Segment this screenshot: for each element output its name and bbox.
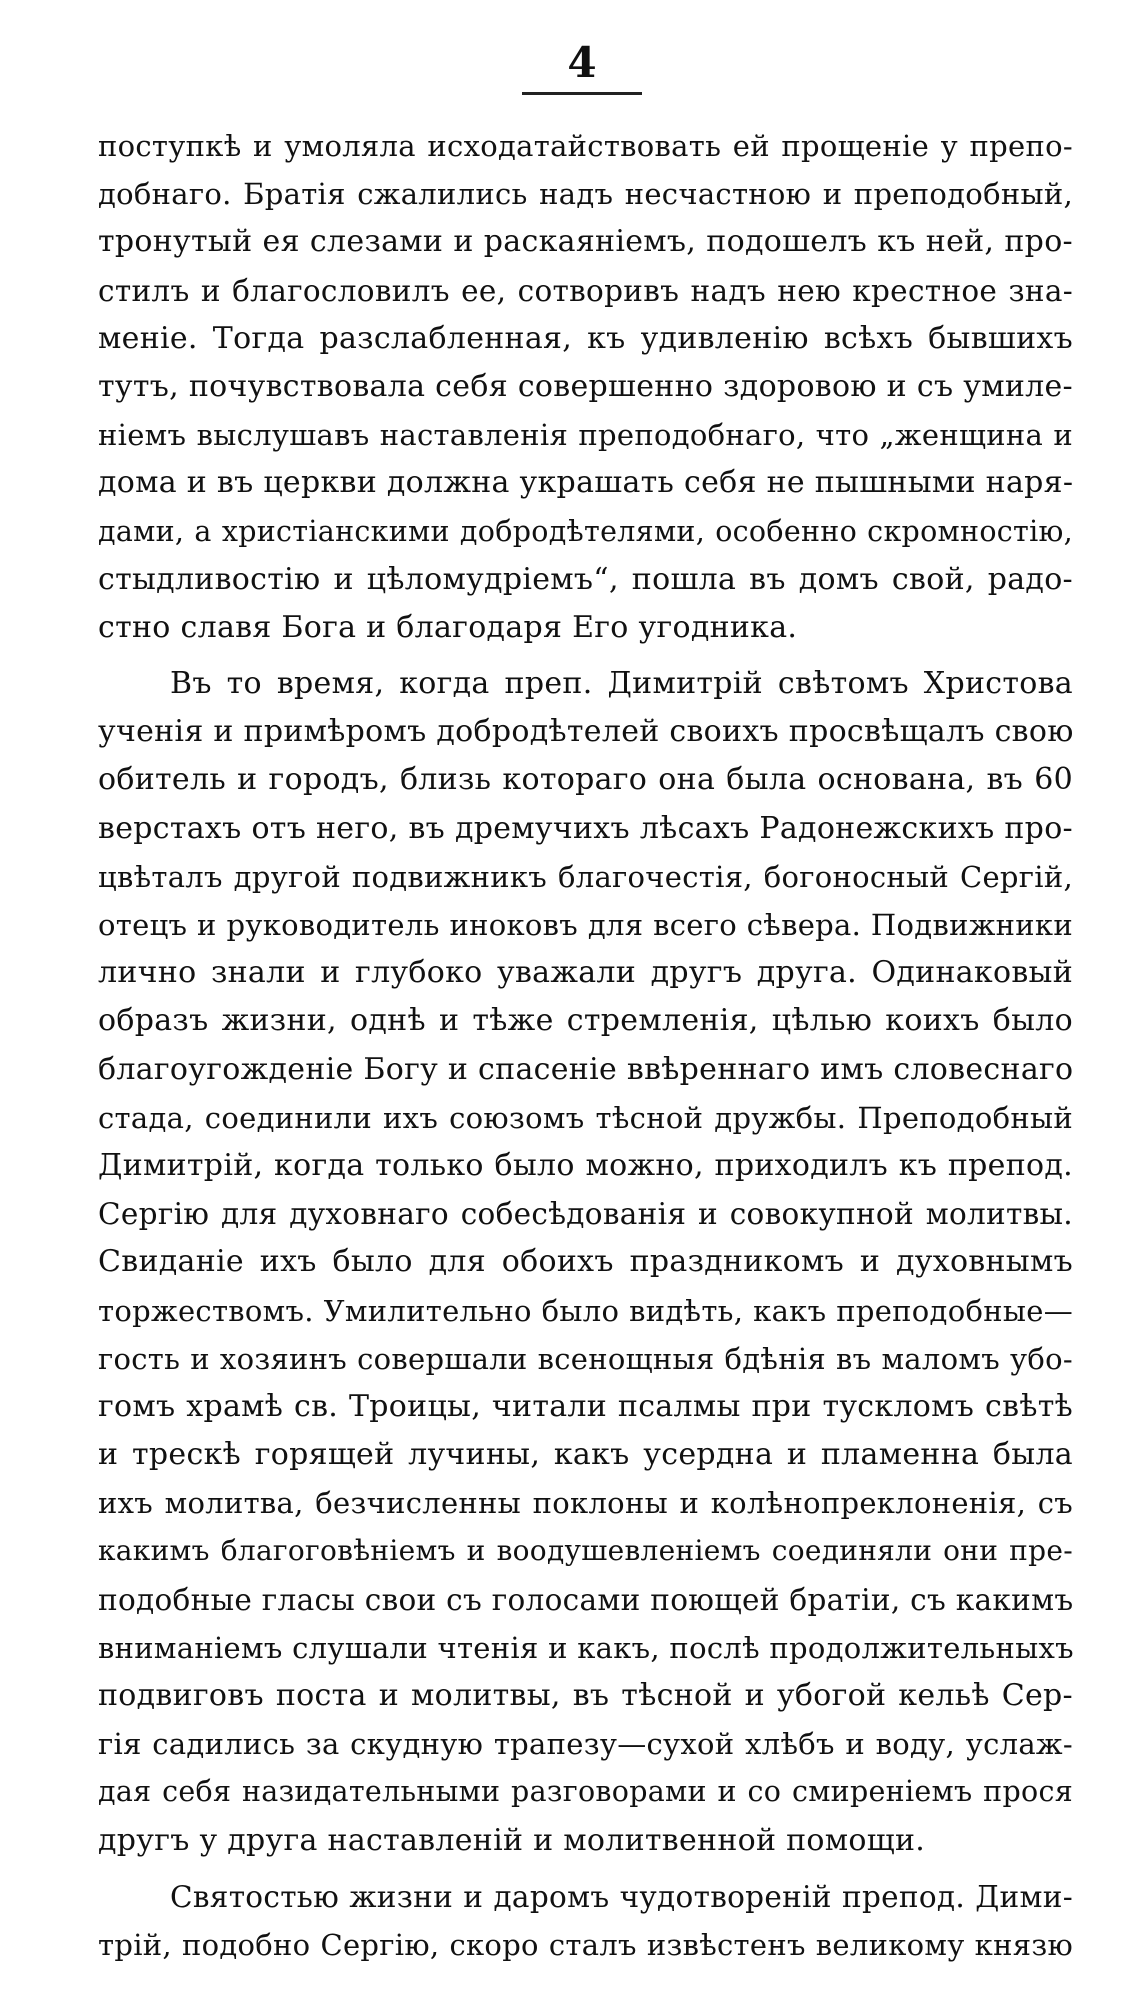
text-line: трій, подобно Сергію, скоро сталъ извѣстенъ великому князю bbox=[98, 1927, 1073, 1962]
paragraph-2 bbox=[98, 660, 1073, 1865]
text-line: обитель и городъ, близь котораго она была основана, въ 60 bbox=[98, 762, 1073, 798]
text-line: и трескѣ горящей лучины, какъ усердна и пламенна была bbox=[98, 1437, 1073, 1473]
paragraph-3 bbox=[98, 1873, 1073, 1969]
text-line: подвиговъ поста и молитвы, въ тѣсной и убогой кельѣ Сер- bbox=[98, 1678, 1073, 1713]
text-line: ніемъ выслушавъ наставленія преподобнаго, что „женщина и bbox=[98, 418, 1073, 453]
paragraph-gap bbox=[98, 1865, 1073, 1873]
page-number: 4 bbox=[567, 38, 597, 87]
text-line: Свиданіе ихъ было для обоихъ праздникомъ и духовнымъ bbox=[98, 1244, 1073, 1280]
text-line: тронутый ея слезами и раскаяніемъ, подошелъ къ ней, про- bbox=[98, 224, 1073, 260]
text-line: ученія и примѣромъ добродѣтелей своихъ просвѣщалъ свою bbox=[98, 714, 1074, 750]
text-line: какимъ благоговѣніемъ и воодушевленіемъ соединяли они пре- bbox=[98, 1534, 1073, 1568]
text-line: ихъ молитва, безчисленны поклоны и колѣнопреклоненія, съ bbox=[98, 1486, 1073, 1521]
text-line: подобные гласы свои съ голосами поющей братіи, съ какимъ bbox=[98, 1582, 1074, 1617]
text-line: дома и въ церкви должна украшать себя не пышными наря- bbox=[98, 465, 1074, 501]
text-line: верстахъ отъ него, въ дремучихъ лѣсахъ Радонежскихъ про- bbox=[98, 810, 1073, 846]
text-line: благоугожденіе Богу и спасеніе ввѣреннаго имъ словеснаго bbox=[98, 1051, 1074, 1087]
text-line: цвѣталъ другой подвижникъ благочестія, богоносный Сергій, bbox=[98, 859, 1073, 894]
text-line: тутъ, почувствовала себя совершенно здоровою и съ умиле- bbox=[98, 368, 1073, 404]
text-line: гость и хозяинъ совершали всенощныя бдѣнія въ маломъ убо- bbox=[98, 1341, 1073, 1376]
text-line: торжествомъ. Умилительно было видѣть, какъ преподобные— bbox=[98, 1293, 1073, 1328]
paragraph-1 bbox=[98, 122, 1073, 652]
text-line: лично знали и глубоко уважали другъ друга. Одинаковый bbox=[98, 955, 1073, 991]
text-line: другъ у друга наставленій и молитвенной помощи. bbox=[98, 1822, 926, 1858]
paragraph-gap bbox=[98, 652, 1073, 660]
text-line: Святостью жизни и даромъ чудотвореній препод. Дими- bbox=[170, 1879, 1073, 1914]
text-line: образъ жизни, однѣ и тѣже стремленія, цѣлью коихъ было bbox=[98, 1003, 1073, 1039]
text-line: добнаго. Братія сжалились надъ несчастною и преподобный, bbox=[98, 177, 1073, 212]
text-line: Сергію для духовнаго собесѣдованія и совокупной молитвы. bbox=[98, 1197, 1073, 1232]
text-line: вниманіемъ слушали чтенія и какъ, послѣ продолжительныхъ bbox=[98, 1630, 1074, 1665]
text-line: Димитрій, когда только было можно, приходилъ къ препод. bbox=[98, 1147, 1073, 1183]
text-line: стыдливостію и цѣломудріемъ“, пошла въ домъ свой, радо- bbox=[98, 561, 1073, 597]
text-line: поступкѣ и умоляла исходатайствовать ей прощеніе у препо- bbox=[98, 129, 1073, 163]
text-line: дая себя назидательными разговорами и со смиреніемъ прося bbox=[98, 1775, 1073, 1809]
text-line: Въ то время, когда преп. Димитрій свѣтомъ Христова bbox=[170, 666, 1073, 702]
text-line: стилъ и благословилъ ее, сотворивъ надъ нею крестное зна- bbox=[98, 273, 1073, 308]
text-line: отецъ и руководитель иноковъ для всего сѣвера. Подвижники bbox=[98, 908, 1073, 942]
text-line: меніе. Тогда разслабленная, къ удивленію всѣхъ бывшихъ bbox=[98, 320, 1073, 356]
text-line: гомъ храмѣ св. Троицы, читали псалмы при тускломъ свѣтѣ bbox=[98, 1388, 1073, 1424]
text-line: стно славя Бога и благодаря Его угодника. bbox=[98, 609, 798, 645]
text-line: стада, соединили ихъ союзомъ тѣсной дружбы. Преподобный bbox=[98, 1100, 1073, 1135]
page-number-rule bbox=[522, 92, 642, 95]
body-text bbox=[98, 122, 1073, 1969]
text-line: гія садились за скудную трапезу—сухой хлѣбъ и воду, услаж- bbox=[98, 1727, 1073, 1762]
text-line: дами, а христіанскими добродѣтелями, особенно скромностію, bbox=[98, 514, 1073, 548]
page-header bbox=[522, 40, 642, 95]
